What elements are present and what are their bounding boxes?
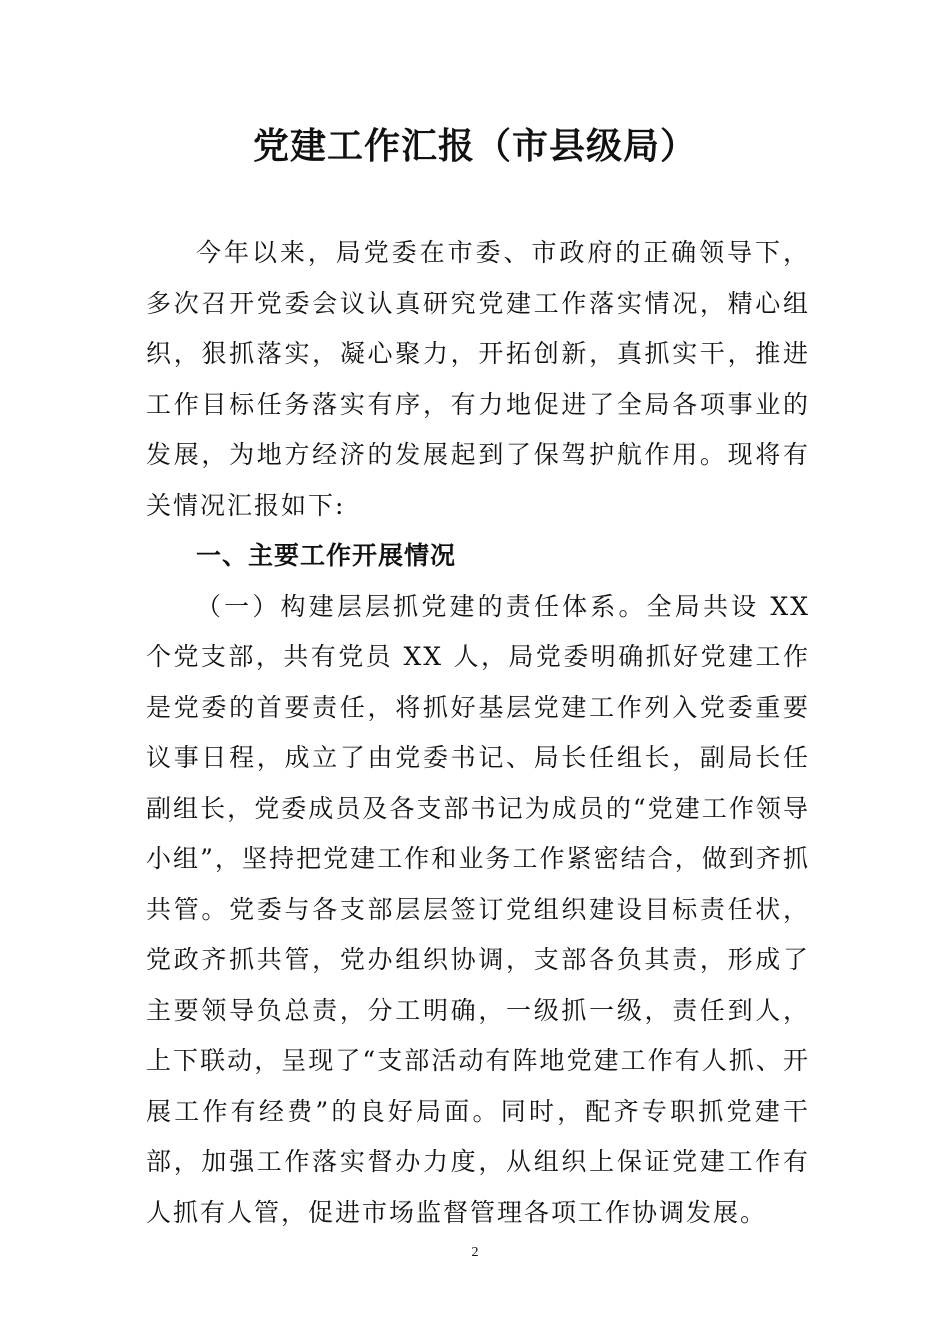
intro-paragraph: 今年以来，局党委在市委、市政府的正确领导下，多次召开党委会议认真研究党建工作落实情况，精心组织，狠抓落实，凝心聚力，开拓创新，真抓实干，推进工作目标任务落实有序，有力地促进了全局各项事业的发展，为地方经济的发展起到了保驾护航作用。现将有关情况汇报如下: (146, 238, 810, 520)
section-heading: 一、主要工作开展情况 (196, 541, 457, 570)
document-body (146, 228, 810, 1238)
document-title: 党建工作汇报（市县级局） (252, 126, 697, 167)
page-number: 2 (471, 1245, 479, 1260)
section-paragraph: （一）构建层层抓党建的责任体系。全局共设 XX 个党支部，共有党员 XX 人，局党委明确抓好党建工作是党委的首要责任，将抓好基层党建工作列入党委重要议事日程，成立了由党委书记、局长任组长，副局长任副组长，党委成员及各支部书记为成员的“党建工作领导小组”，坚持把党建工作和业务工作紧密结合，做到齐抓共管。党委与各支部层层签订党组织建设目标责任状，党政齐抓共管，党办组织协调，支部各负其责，形成了主要领导负总责，分工明确，一级抓一级，责任到人，上下联动，呈现了“支部活动有阵地党建工作有人抓、开展工作有经费”的良好局面。同时，配齐专职抓党建干部，加强工作落实督办力度，从组织上保证党建工作有人抓有人管，促进市场监督管理各项工作协调发展。 (146, 591, 810, 1227)
